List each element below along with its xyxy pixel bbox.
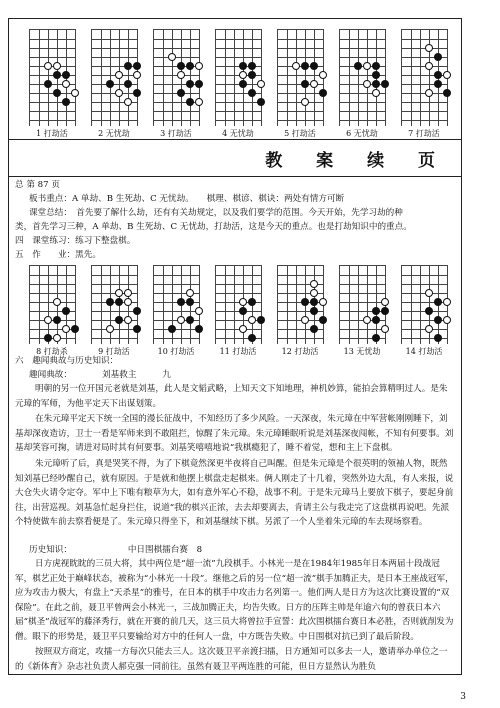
white-stone — [62, 325, 70, 333]
black-stone — [133, 325, 141, 333]
diagram-caption: 12 打劫活 — [281, 347, 319, 356]
black-stone — [301, 298, 309, 306]
black-stone — [186, 98, 194, 106]
white-stone — [106, 325, 114, 333]
go-diagram — [401, 265, 448, 344]
black-stone — [434, 334, 442, 342]
white-stone — [133, 71, 141, 79]
go-diagram — [91, 265, 138, 344]
black-stone — [124, 80, 132, 88]
paragraph-1: 明朝的另一位开国元老就是刘基，此人是文韬武略，上知天文下知地理，神机妙算，能拍会算精明过人。是朱元璋的军师，为他平定天下出谋划策。 — [15, 384, 448, 409]
diagram-caption: 13 无忧劫 — [343, 347, 381, 356]
go-diagram — [339, 265, 386, 344]
black-stone — [372, 62, 380, 70]
paragraph-2: 在朱元璋平定天下统一全国的漫长征战中，不知经历了多少风险。一天深夜，朱元璋在中军营帐刚刚睡下，刘基却深夜造访，卫士一看是军师来到不敢阻拦，惊醒了朱元璋。朱元璋睡眠听说是刘基深夜闯帐，不知有何要事。刘基却笑容可掬，请进对局时其有何要事。刘基笑嘻嘻地说“我棋瘾犯了，睡不着觉，想和主上下盘棋。 — [15, 414, 454, 454]
black-stone — [186, 62, 194, 70]
white-stone — [257, 80, 265, 88]
black-stone — [257, 98, 265, 106]
white-stone — [443, 298, 451, 306]
white-stone — [239, 325, 247, 333]
black-stone — [186, 316, 194, 324]
go-diagram — [29, 29, 76, 126]
history-heading: 历史知识： 中日围棋擂台赛 8 — [29, 545, 203, 555]
black-stone — [248, 89, 256, 97]
white-stone — [301, 98, 309, 106]
item-five: 五 作 业：黑先。 — [15, 250, 101, 260]
black-stone — [310, 307, 318, 315]
black-stone — [443, 89, 451, 97]
white-stone — [310, 80, 318, 88]
black-stone — [434, 71, 442, 79]
black-stone — [195, 325, 203, 333]
diagram-caption: 8 打劫杀 — [36, 347, 68, 356]
black-stone — [133, 89, 141, 97]
white-stone — [177, 316, 185, 324]
white-stone — [372, 89, 380, 97]
black-stone — [177, 89, 185, 97]
diagram-caption: 3 打劫活 — [160, 129, 192, 138]
white-stone — [310, 289, 318, 297]
black-stone — [124, 62, 132, 70]
page-label: 总 第 87 页 — [15, 180, 60, 190]
white-stone — [44, 62, 52, 70]
black-stone — [177, 62, 185, 70]
diagram-caption: 2 无忧劫 — [98, 129, 130, 138]
go-diagram — [277, 29, 324, 126]
white-stone — [115, 89, 123, 97]
go-diagram — [339, 29, 386, 126]
lesson-table — [8, 18, 462, 675]
go-diagram — [215, 29, 262, 126]
black-stone — [301, 80, 309, 88]
white-stone — [319, 71, 327, 79]
black-stone — [168, 325, 176, 333]
white-stone — [124, 98, 132, 106]
white-stone — [124, 289, 132, 297]
black-stone — [434, 80, 442, 88]
white-stone — [310, 280, 318, 288]
diagram-caption: 6 无忧劫 — [346, 129, 378, 138]
black-stone — [372, 334, 380, 342]
diagram-row-bottom — [9, 261, 461, 359]
white-stone — [363, 80, 371, 88]
anecdote-heading: 趣闻典故： 刘基救主 九 — [29, 370, 171, 380]
white-stone — [71, 89, 79, 97]
white-stone — [443, 316, 451, 324]
black-stone — [310, 298, 318, 306]
black-stone — [115, 316, 123, 324]
black-stone — [310, 325, 318, 333]
black-stone — [133, 307, 141, 315]
white-stone — [53, 298, 61, 306]
white-stone — [239, 298, 247, 306]
black-stone — [53, 71, 61, 79]
white-stone — [186, 289, 194, 297]
white-stone — [239, 71, 247, 79]
paragraph-3: 朱元璋听了后，真是哭笑不得，为了下棋竟然深更半夜将自己叫醒。但是朱元璋是个很英明的领袖人物，既然知刘基已经吵醒自己，就有原因。于是就和他摆上棋盘走起棋来。俩人刚走了十几着，突然外边大乱，有人来报，说大仓失火请令定夺。军中上下唯有粮草为大，如有意外军心不稳，战事不利。于是朱元璋马上要放下棋子，要起身前往，出营巡视。刘基急忙起身拦住，说道“我的棋兴正浓，去去却要离去，肯请主公与我走完了这盘棋再说吧。先派个特使做车前去察看便是了。朱元璋只得坐下，和刘基继续下棋。另派了一个人坐着朱元璋的车去现场察看。 — [15, 459, 454, 528]
diagram-caption: 4 无忧劫 — [222, 129, 254, 138]
black-stone — [248, 71, 256, 79]
black-stone — [319, 89, 327, 97]
header-title: 教 案 续 页 — [265, 151, 449, 171]
white-stone — [381, 325, 389, 333]
lesson-summary-line2: 类，首先学习三种，A 单劫、B 生死劫、C 无忧劫，打劫活，这是今天的重点。也是打劫知识中的重点。 — [15, 222, 412, 232]
black-stone — [62, 98, 70, 106]
black-stone — [53, 316, 61, 324]
white-stone — [319, 298, 327, 306]
black-stone — [434, 316, 442, 324]
diagram-caption: 11 打劫活 — [219, 347, 257, 356]
black-stone — [372, 71, 380, 79]
white-stone — [363, 62, 371, 70]
black-stone — [106, 298, 114, 306]
white-stone — [62, 80, 70, 88]
black-stone — [44, 80, 52, 88]
black-stone — [186, 298, 194, 306]
black-stone — [71, 325, 79, 333]
black-stone — [310, 62, 318, 70]
white-stone — [425, 89, 433, 97]
black-stone — [354, 62, 362, 70]
white-stone — [425, 289, 433, 297]
white-stone — [248, 316, 256, 324]
go-diagram — [29, 265, 76, 344]
white-stone — [301, 316, 309, 324]
white-stone — [443, 71, 451, 79]
board-points: 板书重点：A 单劫、B 生死劫、C 无忧劫。 棋理、棋谚、棋诀：两处有情方可断 — [29, 194, 345, 204]
diagram-caption: 10 打劫活 — [157, 347, 195, 356]
diagram-caption: 14 打劫活 — [405, 347, 443, 356]
go-diagram — [277, 265, 324, 344]
white-stone — [425, 44, 433, 52]
black-stone — [372, 316, 380, 324]
white-stone — [115, 71, 123, 79]
diagram-caption: 1 打劫活 — [36, 129, 68, 138]
diagram-row-top — [9, 19, 461, 140]
header-row — [9, 140, 461, 177]
black-stone — [434, 53, 442, 61]
go-diagram — [153, 29, 200, 126]
black-stone — [425, 307, 433, 315]
black-stone — [301, 62, 309, 70]
black-stone — [372, 307, 380, 315]
black-stone — [319, 316, 327, 324]
black-stone — [381, 80, 389, 88]
black-stone — [44, 334, 52, 342]
lesson-summary-line1: 课堂总结： 首先要了解什么劫，还有有关劫规定，以及我们要学的范围。今天开始，先学习劫的种 — [29, 208, 403, 218]
black-stone — [372, 80, 380, 88]
white-stone — [425, 62, 433, 70]
go-diagram — [153, 265, 200, 344]
black-stone — [62, 307, 70, 315]
black-stone — [239, 62, 247, 70]
black-stone — [195, 80, 203, 88]
paragraph-5: 按照双方商定，攻擂一方每次只能去三人。这次聂卫平亲渡扫擂，日方通知可以多去一人，邀请举办单位之一的《新体育》杂志社负责人郝克强一同前往。虽然有聂卫平两连胜的可能，但日方显然认为胜负 — [15, 647, 448, 672]
white-stone — [124, 298, 132, 306]
white-stone — [177, 71, 185, 79]
white-stone — [195, 307, 203, 315]
white-stone — [44, 316, 52, 324]
diagram-caption: 9 打劫活 — [98, 347, 130, 356]
black-stone — [248, 62, 256, 70]
item-six: 六 趣闻典故与历史知识： — [15, 356, 119, 366]
white-stone — [195, 98, 203, 106]
item-four: 四 课堂练习：练习下整盘棋。 — [15, 236, 136, 246]
black-stone — [248, 334, 256, 342]
black-stone — [239, 307, 247, 315]
go-diagram — [401, 29, 448, 126]
white-stone — [381, 298, 389, 306]
black-stone — [248, 298, 256, 306]
black-stone — [62, 71, 70, 79]
paragraph-4: 日方虎视眈眈的三员大将，其中两位是“超一流”九段棋手。小林光一是在1984年1985年日本两届十段战冠军，棋艺正处于巅峰状态，被称为“小林光一十段”。继他之后的另一位“超一流”棋手加腾正夫，是日本王座战冠军，应为攻击力极大，有盘上“天杀星”的雅号，在日本的棋手中攻击力名列第一。他们两人是日方为这次比赛设置的“双保险”。在此之前，聂卫平曾两会小林光一，三战加腾正夫，均告失败。日方的压阵主帅是年逾六旬的曾获日本六届“棋圣”战冠军的藤泽秀行，就在开赛的前几天，这三员大将曾拉手宣誓：此次围棋擂台赛日本必胜，否则就削发为僧。眼下的形势是，聂卫平只要输给对方中的任何人一盘，中方既告失败。中日围棋对抗已到了最后阶段。 — [15, 559, 454, 642]
diagram-caption: 5 打劫活 — [284, 129, 316, 138]
white-stone — [53, 334, 61, 342]
black-stone — [115, 298, 123, 306]
white-stone — [168, 53, 176, 61]
white-stone — [425, 325, 433, 333]
white-stone — [363, 316, 371, 324]
black-stone — [239, 80, 247, 88]
black-stone — [133, 62, 141, 70]
go-diagram — [91, 29, 138, 126]
white-stone — [124, 316, 132, 324]
white-stone — [115, 289, 123, 297]
white-stone — [292, 62, 300, 70]
white-stone — [195, 62, 203, 70]
black-stone — [177, 298, 185, 306]
go-diagram — [215, 265, 262, 344]
black-stone — [53, 89, 61, 97]
black-stone — [257, 316, 265, 324]
black-stone — [106, 80, 114, 88]
white-stone — [53, 62, 61, 70]
black-stone — [434, 298, 442, 306]
diagram-caption: 7 打劫活 — [408, 129, 440, 138]
black-stone — [381, 307, 389, 315]
black-stone — [186, 80, 194, 88]
page-number: 3 — [460, 692, 466, 702]
